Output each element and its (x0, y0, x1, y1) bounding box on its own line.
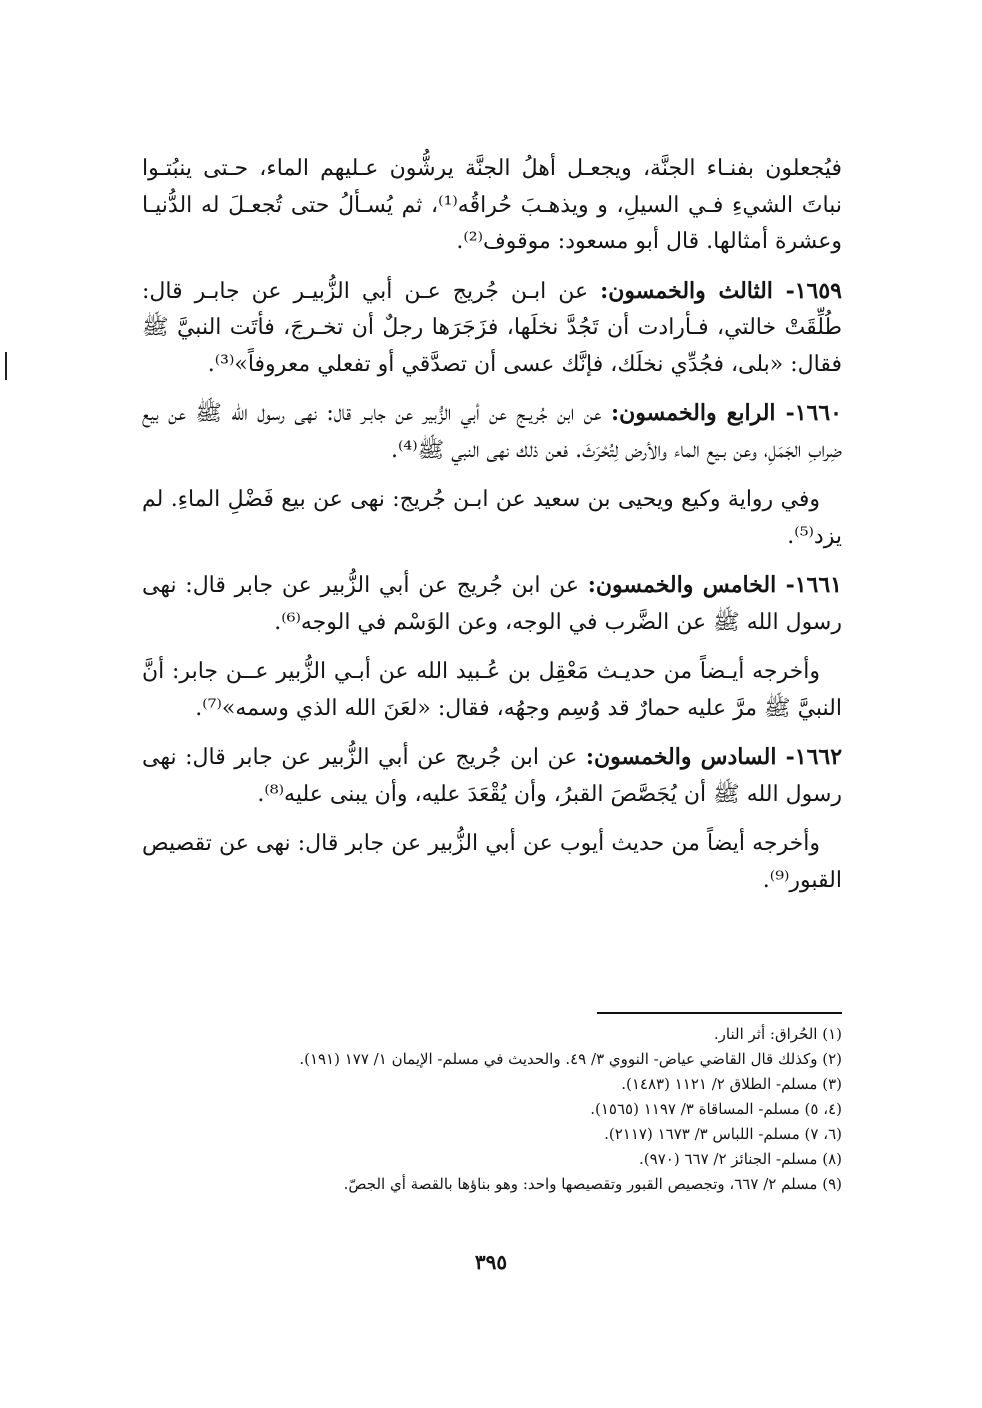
footnote: (٦، ٧) مسلم- اللباس ٣/ ١٦٧٣ (٢١١٧). (604, 1125, 842, 1143)
hadith-heading: ١٦٦٠- الرابع والخمسون: (610, 400, 842, 426)
footnote: (٤، ٥) مسلم- المساقاة ٣/ ١١٩٧ (١٥٦٥). (590, 1100, 842, 1118)
paragraph-text: عن ابن جُريج عن أبي الزُّبير عن جابر قال: نهى رسول الله ﷺ أن يُجَصَّصَ القبرُ، وأن يُقْعَدَ عليه، وأن يبنى عليه⁽⁸⁾. (142, 745, 842, 807)
paragraph (142, 653, 842, 727)
paragraph (142, 567, 842, 641)
footnote: (٩) مسلم ٢/ ٦٦٧، وتجصيص القبور وتقصيصها واحد: وهو بناؤها بالقصة أي الجصّ. (343, 1175, 842, 1193)
hadith-heading: ١٦٥٩- الثالث والخمسون: (600, 277, 842, 304)
paragraph-text: وأخرجه أيضاً من حديث أيوب عن أبي الزُّبير عن جابر قال: نهى عن تقصيص القبور⁽⁹⁾. (142, 831, 842, 893)
paragraph-text: وأخرجه أيـضاً من حديـث مَعْقِل بن عُـبيد الله عن أبـي الزُّبير عــن جابر: أنَّ النبيَّ ﷺ مرَّ عليه حمارٌ قد وُسِم وجهُه، فقال: «لعَنَ الله الذي وسمه»⁽⁷⁾. (142, 659, 842, 721)
paragraph (142, 150, 842, 261)
footnote-separator (597, 1012, 842, 1014)
paragraph (142, 739, 842, 813)
paragraph-text: فيُجعلون بفنـاء الجنَّة، ويجعـل أهلُ الجنَّة يرشُّون عـليهم الماء، حـتى ينبُتـوا نباتَ الشيءِ فـي السيلِ، و ويذهـبَ حُراقُه⁽¹⁾، ثم يُسـألُ حتى تُجعـلَ له الدُّنيـا وعشرة أمثالها. قال أبو مسعود: موقوف⁽²⁾. (142, 156, 842, 254)
margin-mark (5, 352, 7, 380)
hadith-heading: ١٦٦٢- السادس والخمسون: (585, 744, 843, 770)
paragraph (142, 825, 842, 899)
footnotes (142, 1012, 842, 1197)
hadith-heading: ١٦٦١- الخامس والخمسون: (587, 572, 842, 598)
paragraph-text: وفي رواية وكيع ويحيى بن سعيد عن ابـن جُريج: نهى عن بيع فَضْلِ الماءِ. لم يزد⁽⁵⁾. (142, 487, 842, 549)
paragraph (142, 395, 842, 469)
footnote: (١) الحُراق: أثر النار. (713, 1025, 842, 1043)
main-text (142, 150, 842, 911)
paragraph-text: عن ابن جُريـج عن أبي الزُّبير عن جابـر قال: نهى رسول الله ﷺ عن بيع ضِرابِ الجَمَلِ، وعن بـيع الماء والأرض لِتُحْرَثَ. فعن ذلك نهى النبي ﷺ⁽⁴⁾. (142, 401, 842, 463)
footnote: (٢) وكذلك قال القاضي عياض- النووي ٣/ ٤٩. والحديث في مسلم- الإيمان ١/ ١٧٧ (١٩١). (299, 1050, 842, 1068)
footnote: (٣) مسلم- الطلاق ٢/ ١١٢١ (١٤٨٣). (621, 1075, 842, 1093)
paragraph-text: عن ابن جُريج عن أبي الزُّبير عن جابر قال: نهى رسول الله ﷺ عن الضَّرب في الوجه، وعن الوَسْم في الوجه⁽⁶⁾. (142, 573, 842, 635)
paragraph-text: عن ابـن جُريج عـن أبي الزُّبيـر عن جابـر قال: طُلِّقَتْ خالتي، فـأرادت أن تَجُدَّ نخلَها، فزَجَرَها رجلٌ أن تخـرجَ، فأتَت النبيَّ ﷺ فقال: «بلى، فجُدِّي نخلَك، فإنَّك عسى أن تصدَّقي أو تفعلي معروفاً»⁽³⁾. (142, 278, 842, 377)
page-number: ٣٩٥ (474, 1250, 508, 1274)
footnote: (٨) مسلم- الجنائز ٢/ ٦٦٧ (٩٧٠). (639, 1150, 842, 1168)
paragraph (142, 273, 842, 384)
paragraph (142, 481, 842, 555)
